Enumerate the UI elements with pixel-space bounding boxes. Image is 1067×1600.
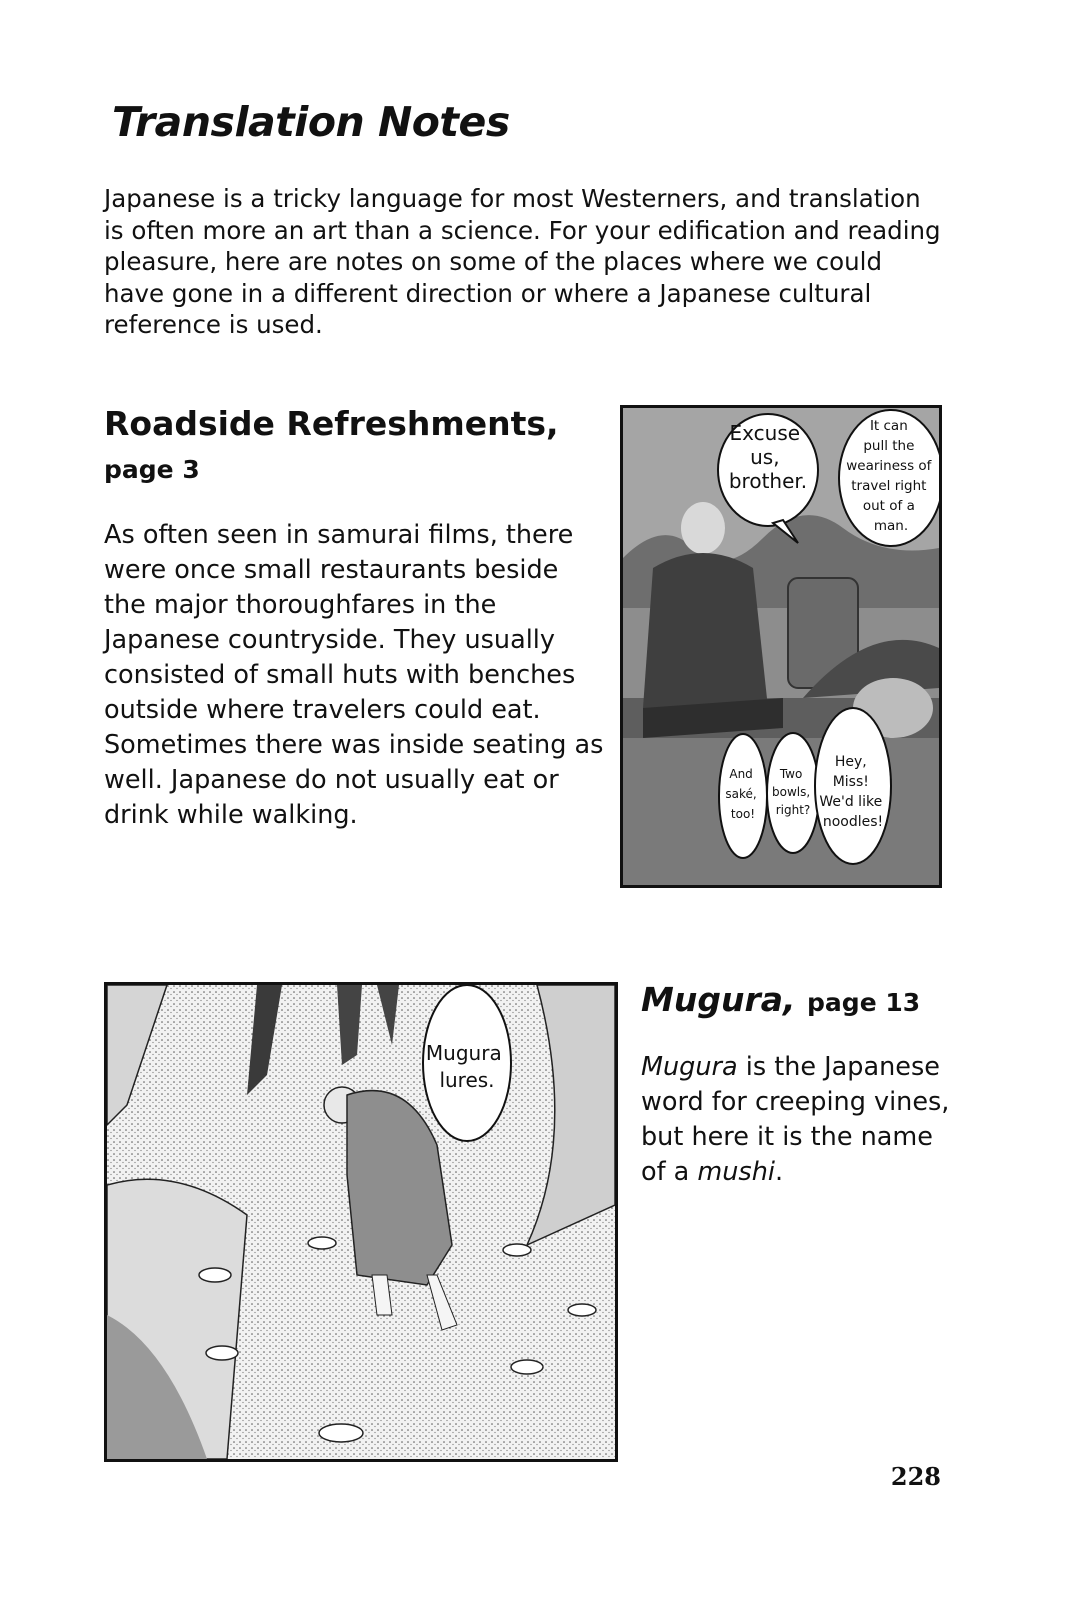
- bubble-excuse: Excuse us, brother.: [728, 421, 808, 493]
- note-heading-mugura: [641, 980, 920, 1019]
- term-mushi: mushi: [697, 1157, 775, 1187]
- bubble-weariness: It can pull the weariness of travel right out of a man.: [846, 418, 932, 534]
- manga-panel-roadside: [620, 405, 942, 888]
- note-page-roadside: page 3: [104, 455, 200, 484]
- roadside-illustration: [623, 408, 939, 885]
- note-page-mugura: page 13: [807, 988, 921, 1017]
- note-body-mugura: [641, 1050, 951, 1190]
- bubble-mugura-lures: Mugura lures.: [425, 1041, 502, 1092]
- bubble-noodles: Hey, Miss! We'd like noodles!: [819, 754, 884, 830]
- note-heading-roadside: Roadside Refreshments,: [104, 404, 559, 443]
- term-mugura: Mugura: [641, 1052, 738, 1082]
- bubble-two-bowls: Two bowls, right?: [771, 767, 811, 817]
- manga-panel-mugura: [104, 982, 618, 1462]
- page-title: Translation Notes: [112, 98, 510, 146]
- note-body-mugura-end: .: [774, 1157, 784, 1187]
- mugura-illustration: [107, 985, 615, 1459]
- note-heading-mugura-term: Mugura,: [641, 980, 796, 1019]
- intro-paragraph: Japanese is a tricky language for most Westerners, and translation is often more an art than a science. For your edification and reading pleasure, here are notes on some of the places where we could have gone in a different direction or where a Japanese cultural reference is used.: [104, 184, 941, 339]
- page-number: 228: [890, 1462, 941, 1491]
- note-body-roadside: As often seen in samurai films, there were once small restaurants beside the major thoroughfares in the Japanese countryside. They usually consisted of small huts with benches outside where travelers could eat. Sometimes there was inside seating as well. Japanese do not usually eat or drink while walking.: [104, 520, 604, 830]
- note-body-mugura-text: is the Japanese word for creeping vines, but here it is the name of a: [641, 1052, 950, 1187]
- bubble-sake: And saké, too!: [725, 767, 757, 821]
